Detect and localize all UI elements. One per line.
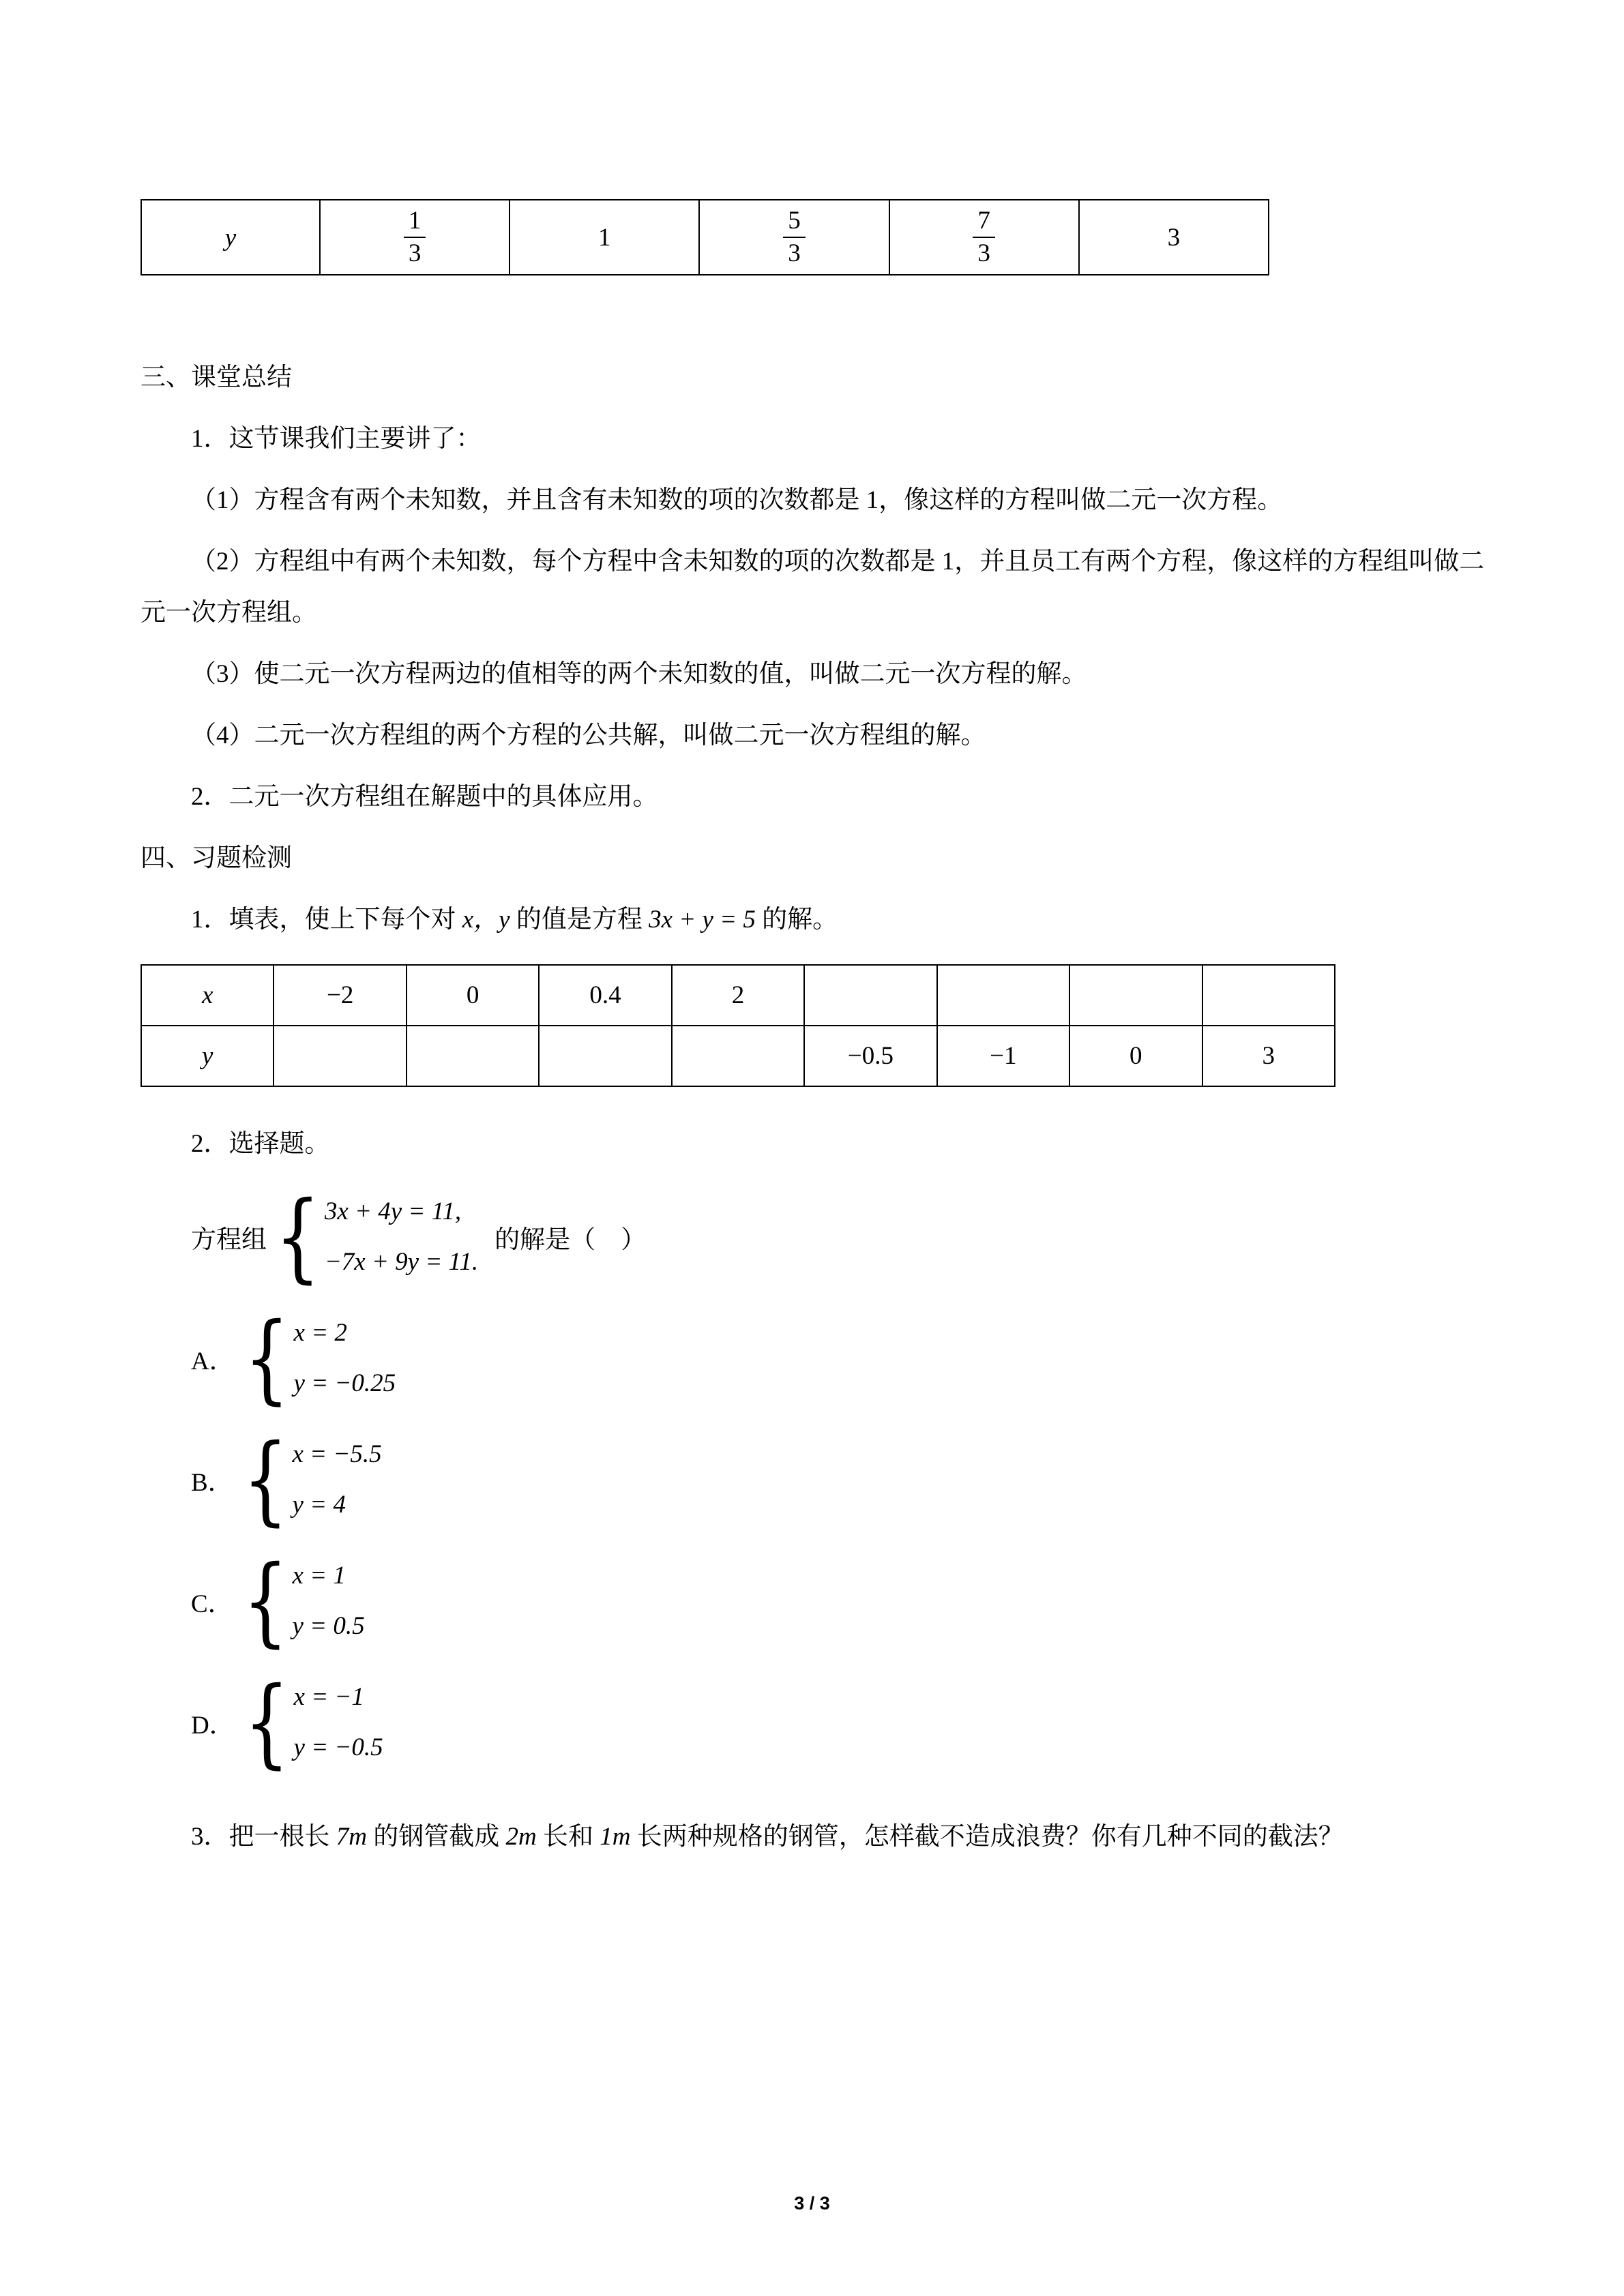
summary-point-4: （4）二元一次方程组的两个方程的公共解，叫做二元一次方程组的解。 xyxy=(191,721,986,750)
q1-text-post: 的解。 xyxy=(755,905,838,934)
table-cell-empty xyxy=(1069,965,1202,1026)
row-label-y: y xyxy=(202,1042,213,1071)
option-letter: C． xyxy=(191,1590,233,1619)
option-b xyxy=(141,1423,1488,1536)
option-letter: B． xyxy=(191,1469,233,1497)
fraction-denominator: 3 xyxy=(408,239,422,267)
fraction xyxy=(783,205,806,270)
fraction-numerator: 1 xyxy=(404,205,426,238)
fraction xyxy=(973,205,995,270)
option-equation-2: y = 0.5 xyxy=(292,1612,365,1641)
system-equation-2: −7x + 9y = 11. xyxy=(324,1248,479,1277)
q1-equation: 3x + y = 5 xyxy=(649,905,756,934)
table-cell: 2 xyxy=(672,965,804,1026)
table-cell: −1 xyxy=(937,1026,1069,1086)
left-brace-icon: { xyxy=(242,1545,289,1657)
option-letter: D． xyxy=(191,1712,235,1740)
q1-text-mid: 的值是方程 xyxy=(510,905,649,934)
table-cell-empty xyxy=(937,965,1069,1026)
q3-length-3: 1m xyxy=(600,1823,631,1851)
equation-system xyxy=(141,1180,1488,1293)
summary-point-2: （2）方程组中有两个未知数，每个方程中含未知数的项的次数都是 1，并且员工有两个方程，像这样的方程组叫做二元一次方程组。 xyxy=(141,547,1485,627)
option-equations xyxy=(294,1308,396,1409)
system-suffix: 的解是（ ） xyxy=(494,1226,647,1255)
table-cell-empty xyxy=(1202,965,1335,1026)
left-brace-icon: { xyxy=(243,1666,290,1778)
option-equation-2: y = −0.25 xyxy=(293,1369,396,1398)
option-letter: A． xyxy=(191,1347,235,1376)
summary-point-1: （1）方程含有两个未知数，并且含有未知数的项的次数都是 1，像这样的方程叫做二元一次方程。 xyxy=(191,486,1283,514)
table-row xyxy=(141,200,1269,275)
row-label-x: x xyxy=(202,981,213,1010)
section-heading-exercises: 四、习题检测 xyxy=(141,844,292,872)
q1-variables: x，y xyxy=(462,905,510,934)
option-equations xyxy=(293,1551,365,1652)
table-cell-empty xyxy=(274,1026,406,1086)
fraction-denominator: 3 xyxy=(788,239,801,267)
table-cell: 3 xyxy=(1202,1026,1335,1086)
q3-text-pre: 3．把一根长 xyxy=(191,1823,336,1851)
table-cell xyxy=(510,200,699,275)
option-equations xyxy=(293,1429,382,1530)
table-cell: 0 xyxy=(1069,1026,1202,1086)
question-3 xyxy=(141,1811,1488,1863)
table-cell xyxy=(320,200,510,275)
cell-value: 1 xyxy=(598,223,611,252)
q3-length-2: 2m xyxy=(505,1823,537,1851)
table-cell-row-label xyxy=(141,965,274,1026)
table-cell-row-label xyxy=(141,1026,274,1086)
table-cell-row-label xyxy=(141,200,320,275)
system-equation-1: 3x + 4y = 11, xyxy=(324,1197,462,1226)
q3-length-1: 7m xyxy=(336,1823,367,1851)
option-equation-2: y = −0.5 xyxy=(293,1733,383,1762)
fraction xyxy=(404,205,426,270)
q3-text-mid-1: 的钢管截成 xyxy=(366,1823,506,1851)
table-row-x xyxy=(141,965,1335,1026)
table-cell: −2 xyxy=(274,965,406,1026)
option-equation-1: x = −1 xyxy=(293,1683,364,1712)
system-prefix: 方程组 xyxy=(191,1226,267,1255)
summary-apply: 2．二元一次方程组在解题中的具体应用。 xyxy=(191,782,658,811)
table-cell-empty xyxy=(539,1026,671,1086)
left-brace-icon: { xyxy=(243,1302,290,1414)
option-c xyxy=(141,1545,1488,1657)
y-values-table xyxy=(141,199,1269,275)
q3-text-mid-2: 长和 xyxy=(536,1823,600,1851)
table-cell: 0.4 xyxy=(539,965,671,1026)
summary-point-3: （3）使二元一次方程两边的值相等的两个未知数的值，叫做二元一次方程的解。 xyxy=(191,660,1087,689)
table-row-y xyxy=(141,1026,1335,1086)
fraction-numerator: 5 xyxy=(783,205,806,238)
summary-lead: 1．这节课我们主要讲了： xyxy=(191,424,482,453)
q3-text-post: 长两种规格的钢管，怎样截不造成浪费？你有几种不同的截法？ xyxy=(630,1823,1344,1851)
table-cell: 0 xyxy=(407,965,539,1026)
q1-text-pre: 1．填表，使上下每个对 xyxy=(191,905,462,934)
question-2-label: 2．选择题。 xyxy=(191,1130,330,1159)
fraction-denominator: 3 xyxy=(977,239,990,267)
footer-page-number: 3 / 3 xyxy=(794,2193,830,2213)
question-1 xyxy=(141,894,1488,946)
option-equation-2: y = 4 xyxy=(292,1491,346,1519)
table-cell xyxy=(1079,200,1269,275)
option-a xyxy=(141,1302,1488,1414)
option-equations xyxy=(294,1672,383,1773)
table-cell-empty xyxy=(804,965,936,1026)
fraction-numerator: 7 xyxy=(973,205,995,238)
option-d xyxy=(141,1666,1488,1778)
fill-in-table xyxy=(141,964,1335,1087)
left-brace-icon: { xyxy=(242,1423,289,1536)
option-equation-1: x = 1 xyxy=(292,1562,346,1590)
table-cell-empty xyxy=(407,1026,539,1086)
option-equation-1: x = 2 xyxy=(293,1319,347,1347)
system-equations xyxy=(325,1187,478,1287)
left-brace-icon: { xyxy=(275,1180,321,1293)
table-cell-empty xyxy=(672,1026,804,1086)
row-label-y: y xyxy=(224,223,237,252)
table-cell: −0.5 xyxy=(804,1026,936,1086)
table-cell xyxy=(889,200,1079,275)
cell-value: 3 xyxy=(1167,223,1181,252)
section-heading-summary: 三、课堂总结 xyxy=(141,363,292,391)
option-equation-1: x = −5.5 xyxy=(292,1440,382,1469)
table-cell xyxy=(699,200,889,275)
